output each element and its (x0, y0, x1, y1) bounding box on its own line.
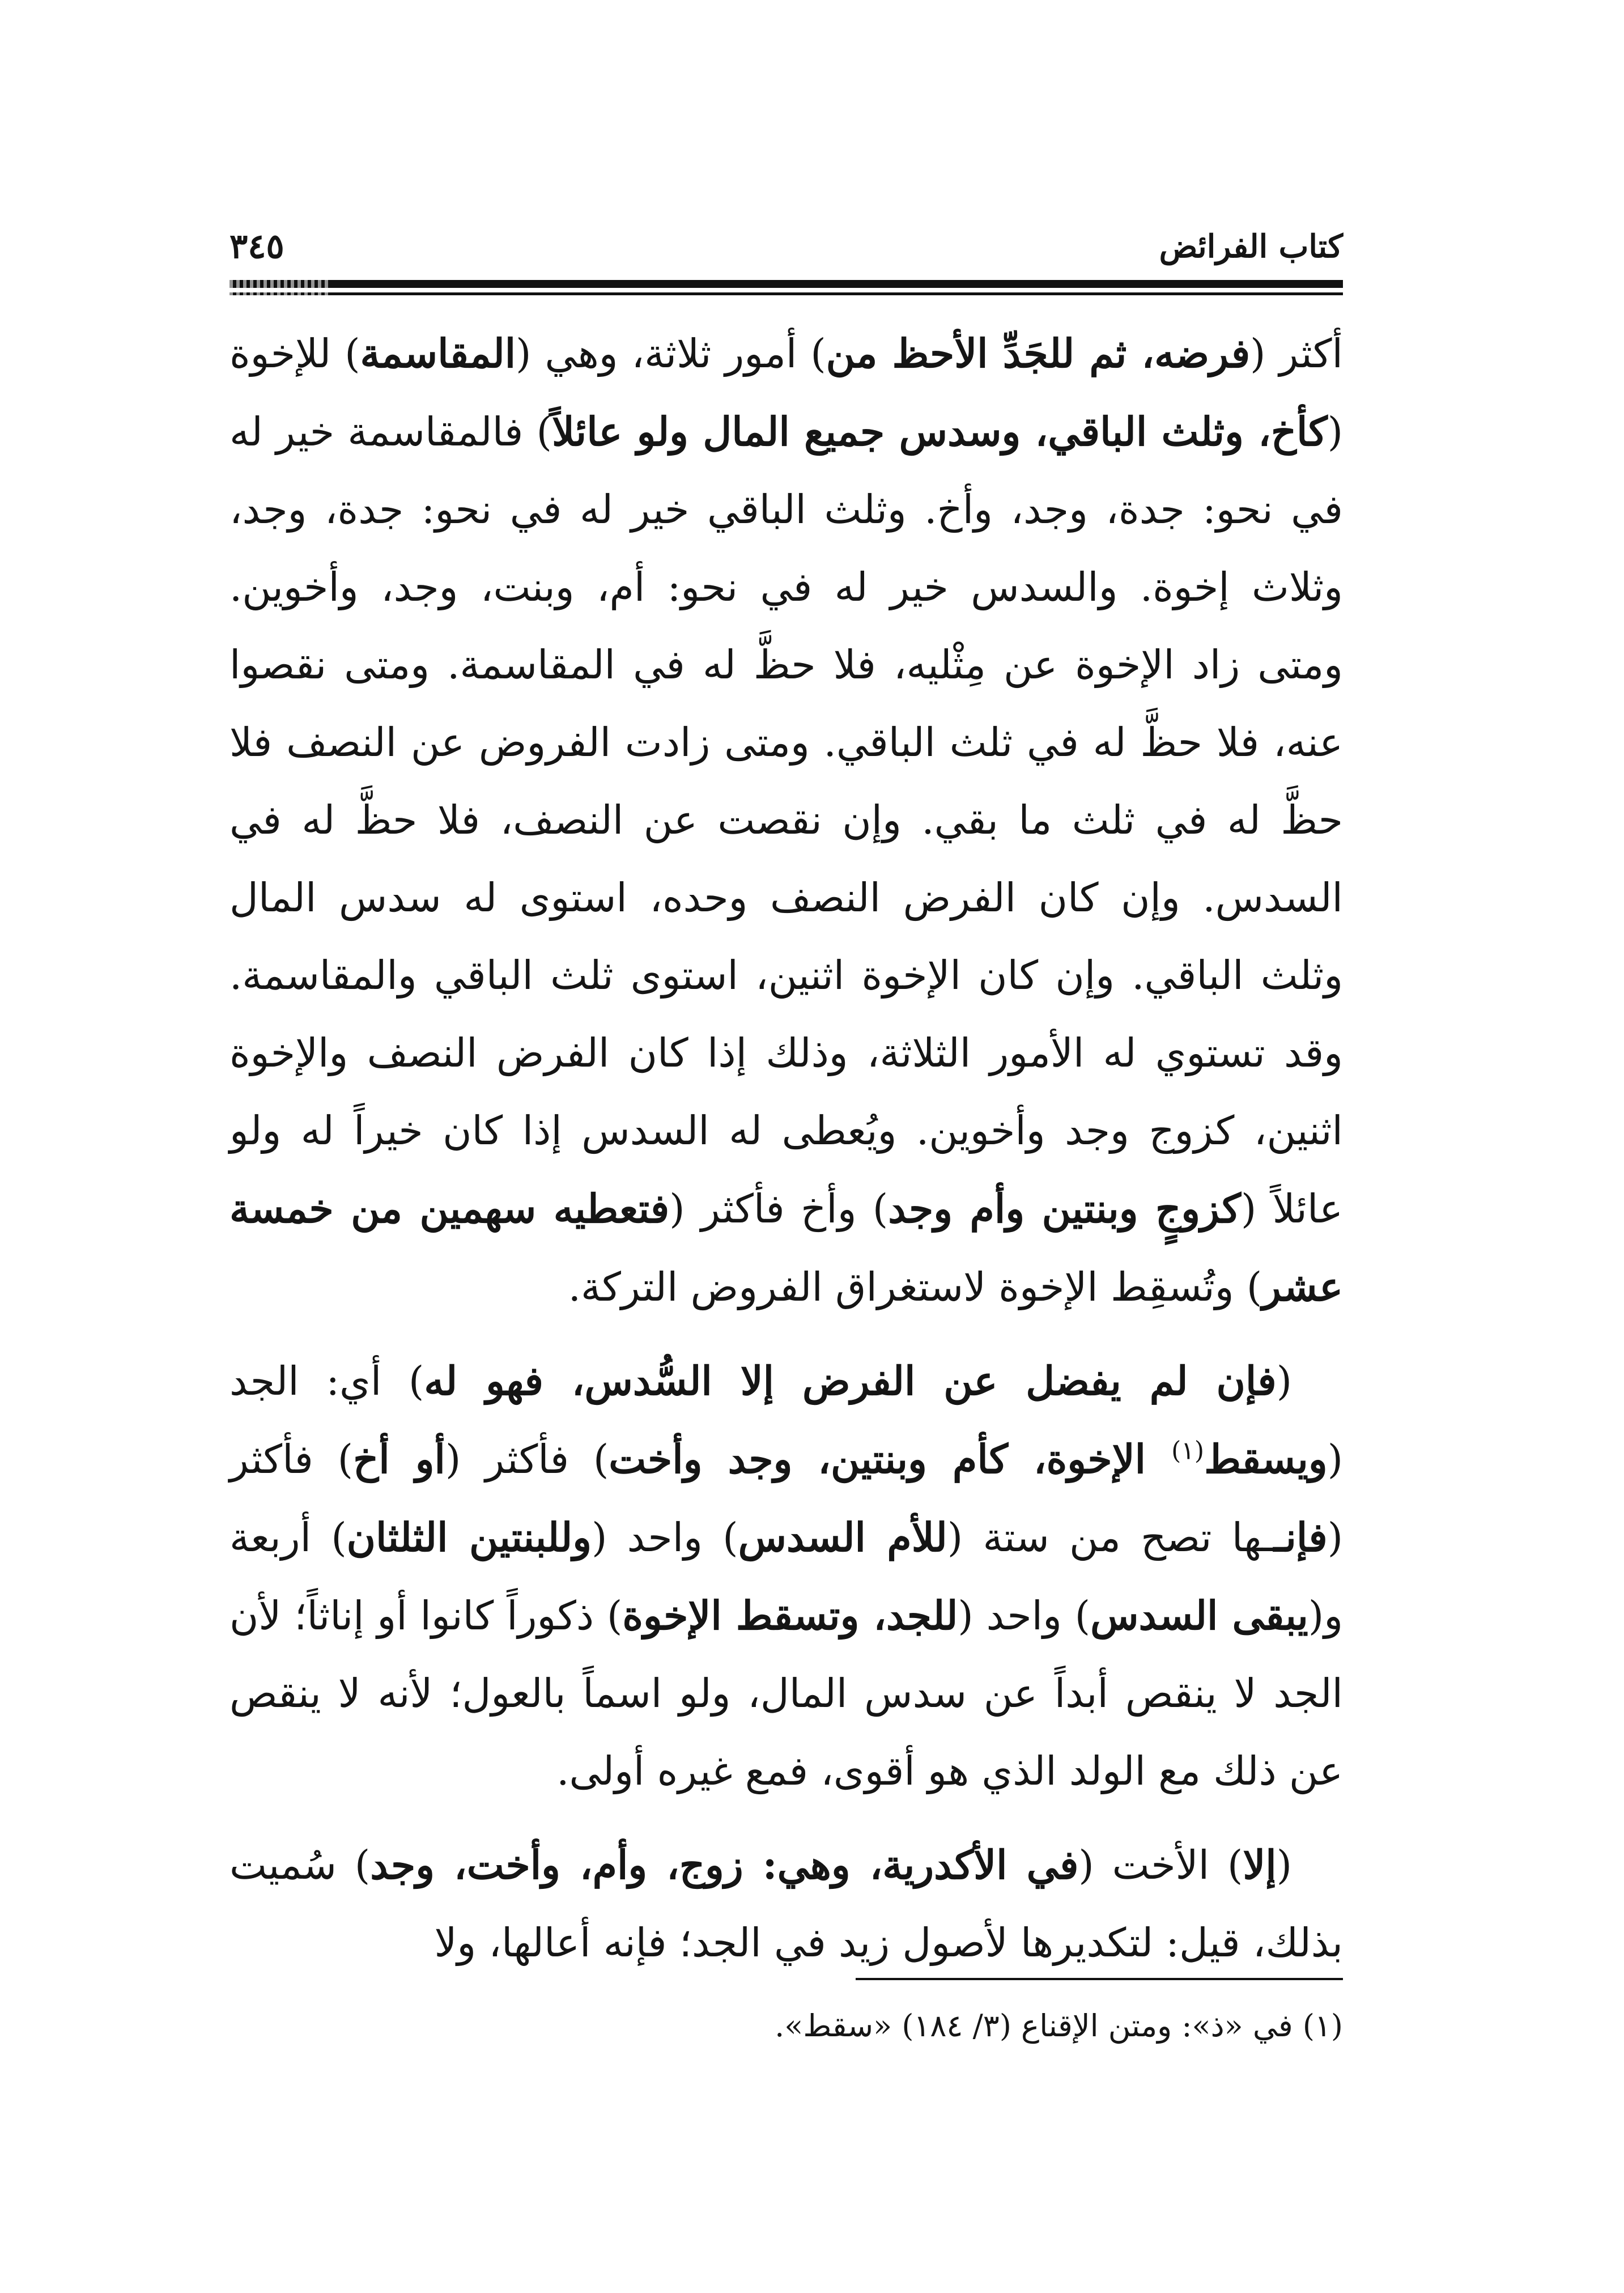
header-rule-fade (229, 280, 331, 295)
matn-text: المقاسمة (360, 330, 516, 377)
sharh-text: ) أمور ثلاثة، وهي ( (516, 330, 826, 377)
matn-text: للجد، وتسقط الإخوة (622, 1592, 958, 1639)
header-rule-thick (229, 280, 1343, 288)
matn-text: فإنـ (1273, 1514, 1328, 1561)
page-header (229, 224, 1343, 269)
sharh-text: أكثر ( (1250, 330, 1343, 377)
sharh-text: ) ذكوراً كانوا أو إناثاً؛ لأن الجد لا ينقص أبداً عن سدس المال، ولو اسماً بالعول؛ لأنه لا ينقص عن ذلك مع الولد الذي هو أقوى، فمع غيره أولى. (229, 1593, 1343, 1794)
sharh-text: ) واحد ( (958, 1593, 1091, 1639)
matn-text: الإخوة، كأم وبنتين، وجد وأخت (609, 1436, 1172, 1483)
sharh-text: ) أي: الجد ( (229, 1358, 1343, 1483)
footnote-reference: (١) (1171, 1436, 1205, 1466)
matn-text: فإن لم يفضل عن الفرض إلا السُّدس، فهو له (424, 1357, 1277, 1404)
page-number: ٣٤٥ (229, 227, 284, 266)
sharh-text: ) وتُسقِط الإخوة لاستغراق الفروض التركة. (568, 1264, 1262, 1310)
paragraph (229, 1826, 1343, 1982)
matn-text: في الأكدرية، وهي: زوج، وأم، وأخت، وجد (370, 1841, 1079, 1888)
paragraph (229, 1342, 1343, 1810)
sharh-text: ( (1276, 1842, 1292, 1888)
sharh-text: ( (1276, 1358, 1292, 1404)
header-rule-thin (229, 292, 1343, 295)
matn-text: للأم السدس (738, 1514, 947, 1561)
sharh-text: ) للإخوة ( (229, 330, 1343, 455)
matn-text: فتعطيه سهمين من خمسة عشر (229, 1185, 1343, 1310)
paragraph (229, 315, 1343, 1326)
main-text (229, 315, 1344, 1966)
sharh-text: ) أربعة و( (229, 1514, 1344, 1639)
matn-text: يبقى السدس (1090, 1592, 1308, 1639)
sharh-text: ) وأخ فأكثر ( (669, 1186, 888, 1232)
matn-text: إلا (1243, 1841, 1277, 1888)
sharh-text: ) فأكثر ( (229, 1436, 1343, 1561)
matn-text: ويسقط (1204, 1436, 1328, 1483)
sharh-text: ـها تصح من ستة ( (947, 1514, 1274, 1561)
sharh-text: ) الأخت ( (1078, 1842, 1243, 1888)
matn-text: وللبنتين الثلثان (346, 1514, 592, 1561)
running-title: كتاب الفرائض (1159, 228, 1343, 265)
sharh-text: ) واحد ( (592, 1514, 738, 1561)
footnote-separator (856, 1978, 1343, 1980)
matn-text: أو أخ (353, 1436, 445, 1483)
sharh-text: ) فالمقاسمة خير له في نحو: جدة، وجد، وأخ. وثلث الباقي خير له في نحو: جدة، وجد، وثلاث إخوة. والسدس خير له في نحو: أم، وبنت، وجد، وأخوين. ومتى زاد الإخوة عن مِثْليه، فلا حظَّ له في المقاسمة. ومتى نقصوا عنه، فلا حظَّ له في ثلث الباقي. ومتى زادت الفروض عن النصف فلا حظَّ له في ثلث ما بقي. وإن نقصت عن النصف، فلا حظَّ له في السدس. وإن كان الفرض النصف وحده، استوى له سدس المال وثلث الباقي. وإن كان الإخوة اثنين، استوى ثلث الباقي والمقاسمة. وقد تستوي له الأمور الثلاثة، وذلك إذا كان الفرض النصف والإخوة اثنين، كزوج وجد وأخوين. ويُعطى له السدس إذا كان خيراً له ولو عائلاً ( (229, 409, 1344, 1232)
matn-text: فرضه، ثم للجَدِّ الأحظ من (826, 330, 1251, 377)
footnote: (١) في «ذ»: ومتن الإقناع (٣/ ١٨٤) «سقط». (775, 2008, 1343, 2044)
matn-text: كزوجٍ وبنتين وأم وجد (888, 1185, 1241, 1232)
sharh-text: ) سُميت بذلك، قيل: لتكديرها لأصول زيد في الجد؛ فإنه أعالها، ولا (229, 1842, 1343, 1966)
sharh-text: ) فأكثر ( (445, 1436, 609, 1483)
matn-text: كأخ، وثلث الباقي، وسدس جميع المال ولو عائلاً (551, 408, 1328, 455)
